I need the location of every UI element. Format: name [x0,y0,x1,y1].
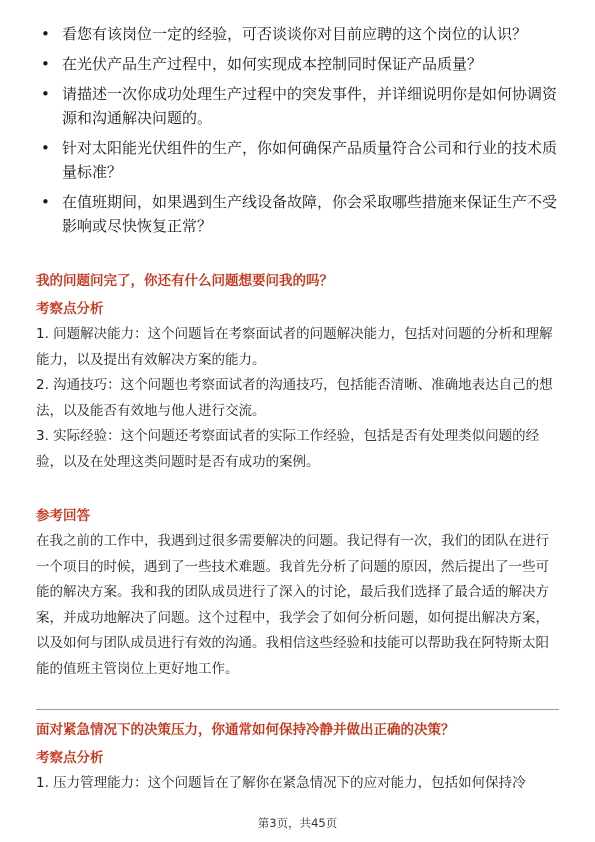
bullet-dot: • [41,139,50,157]
bullet-dot: • [41,193,50,211]
analysis-item: 1. 压力管理能力：这个问题旨在了解你在紧急情况下的应对能力，包括如何保持冷 [36,775,526,791]
bullet-item [38,22,558,46]
bullet-item [38,52,558,76]
analysis-heading: 考察点分析 [36,750,104,766]
bullet-item [38,136,558,184]
bullet-text: 请描述一次你成功处理生产过程中的突发事件，并详细说明你是如何协调资源和沟通解决问题的。 [62,85,558,127]
bullet-dot: • [41,25,50,43]
analysis-item: 3. 实际经验：这个问题还考察面试者的实际工作经验，包括是否有处理类似问题的经验，以及在处理这类问题时是否有成功的案例。 [36,428,540,470]
page-number-footer: 第3页，共45页 [257,816,338,830]
analysis-item: 2. 沟通技巧：这个问题也考察面试者的沟通技巧，包括能否清晰、准确地表达自己的想法，以及能否有效地与他人进行交流。 [36,377,553,419]
analysis-heading: 考察点分析 [36,301,104,317]
bullet-text: 在光伏产品生产过程中，如何实现成本控制同时保证产品质量？ [62,55,483,73]
bullet-item [38,190,558,238]
bullet-text: 针对太阳能光伏组件的生产，你如何确保产品质量符合公司和行业的技术质量标准？ [62,139,558,181]
question-bullet-list [38,22,558,244]
bullet-dot: • [41,55,50,73]
bullet-dot: • [41,85,50,103]
answer-heading: 参考回答 [36,508,90,524]
analysis-item: 1. 问题解决能力：这个问题旨在考察面试者的问题解决能力，包括对问题的分析和理解能力，以及提出有效解决方案的能力。 [36,326,553,368]
answer-paragraph: 在我之前的工作中，我遇到过很多需要解决的问题。我记得有一次，我们的团队在进行一个项目的时候，遇到了一些技术难题。我首先分析了问题的原因，然后提出了一些可能的解决方案。我和我的团队成员进行了深入的讨论，最后我们选择了最合适的解决方案，并成功地解决了问题。这个过程中，我学会了如何分析问题，如何提出解决方案，以及如何与团队成员进行有效的沟通。我相信这些经验和技能可以帮助我在阿特斯太阳能的值班主管岗位上更好地工作。 [36,533,549,677]
question-title: 我的问题问完了，你还有什么问题想要问我的吗？ [36,273,333,289]
bullet-text: 看您有该岗位一定的经验，可否谈谈你对目前应聘的这个岗位的认识？ [62,25,528,43]
bullet-text: 在值班期间，如果遇到生产线设备故障，你会采取哪些措施来保证生产不受影响或尽快恢复正常？ [62,193,558,235]
question-title: 面对紧急情况下的决策压力，你通常如何保持冷静并做出正确的决策？ [36,722,455,738]
section-divider [36,709,559,710]
bullet-item [38,82,558,130]
